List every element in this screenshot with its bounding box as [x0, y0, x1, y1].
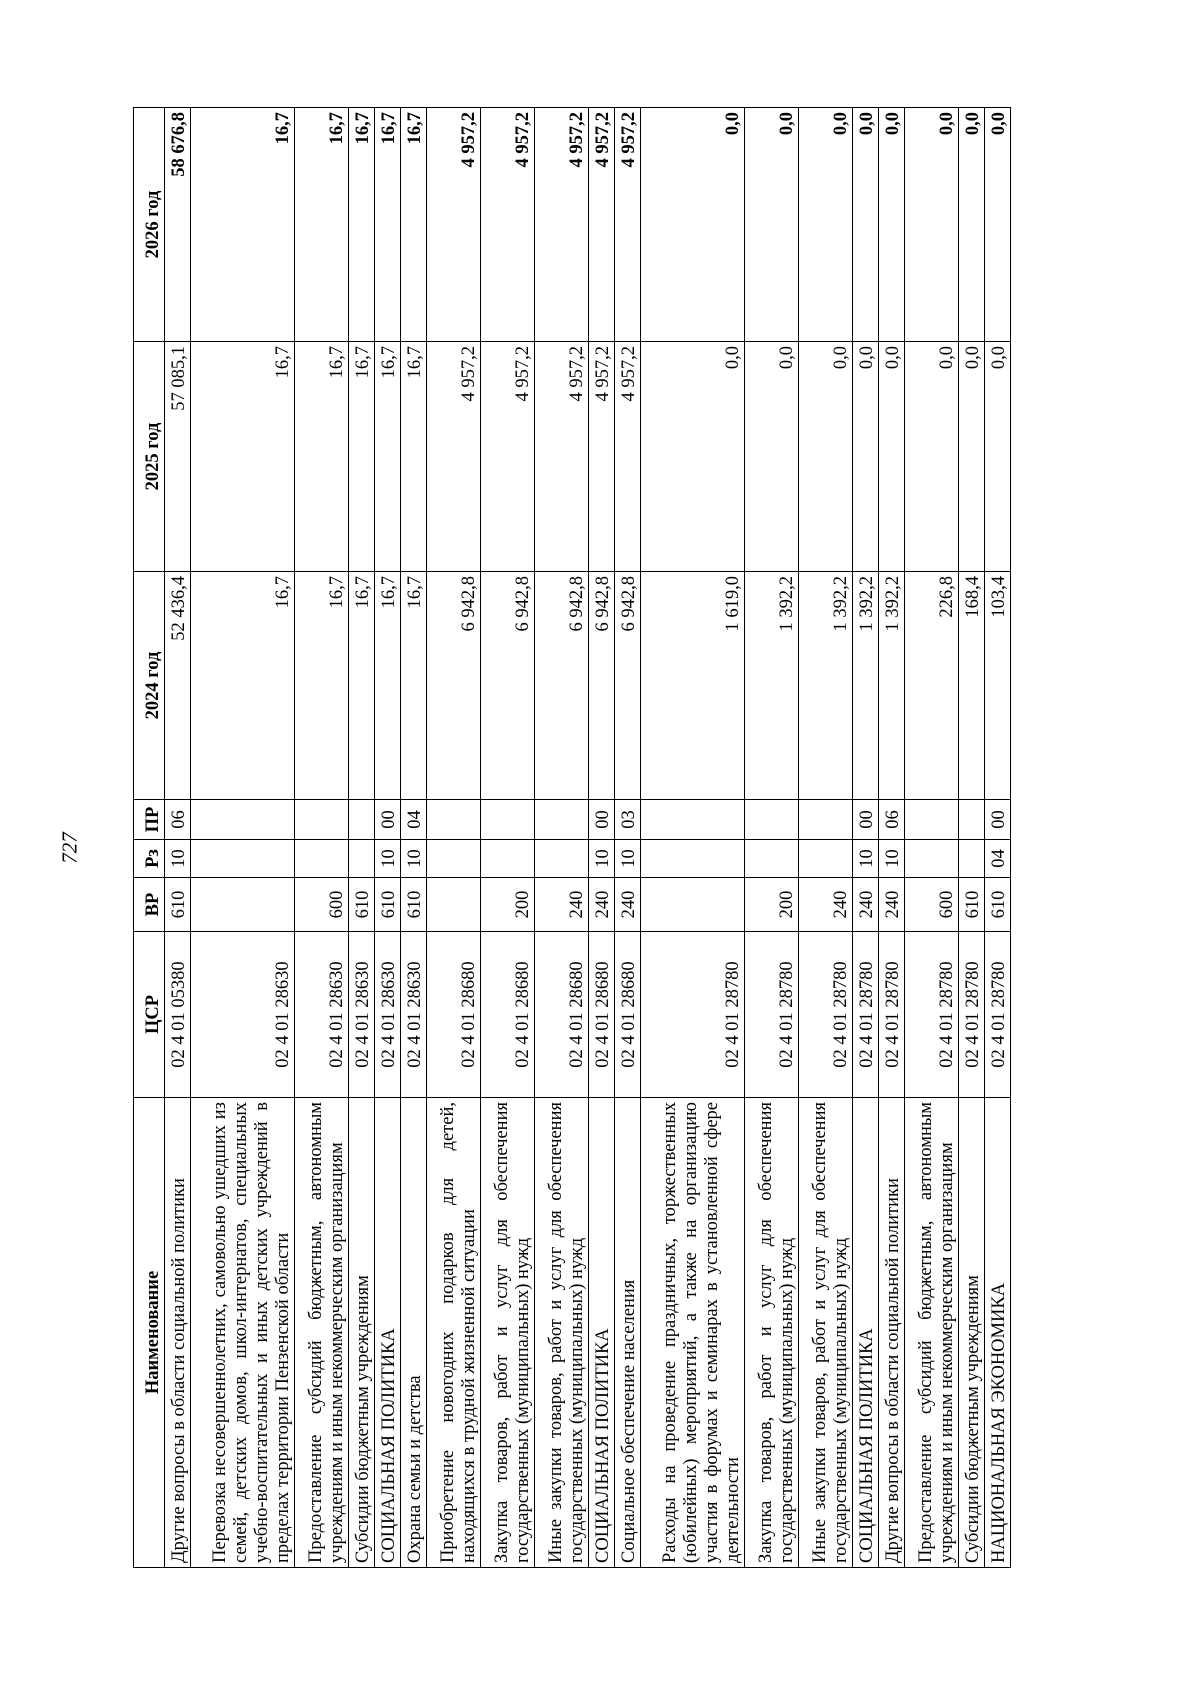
table-row — [589, 108, 615, 1568]
cell-vr: 610 — [985, 878, 1011, 932]
cell-pr — [799, 800, 853, 840]
table-row — [191, 108, 295, 1568]
cell-2025: 0,0 — [985, 342, 1011, 572]
cell-rz — [905, 840, 959, 878]
cell-vr: 240 — [853, 878, 879, 932]
cell-2026: 4 957,2 — [615, 108, 641, 342]
cell-rz: 10 — [879, 840, 905, 878]
cell-vr: 600 — [905, 878, 959, 932]
cell-rz — [349, 840, 375, 878]
cell-csr: 02 4 01 28780 — [745, 932, 799, 1098]
cell-csr: 02 4 01 28780 — [853, 932, 879, 1098]
table-row — [427, 108, 481, 1568]
cell-2024: 226,8 — [905, 572, 959, 800]
cell-rz — [481, 840, 535, 878]
cell-2026: 16,7 — [349, 108, 375, 342]
cell-vr: 610 — [401, 878, 427, 932]
cell-2024: 16,7 — [401, 572, 427, 800]
cell-rz — [535, 840, 589, 878]
table-row — [985, 108, 1011, 1568]
cell-rz — [745, 840, 799, 878]
cell-name: Предоставление субсидий бюджетным, автономным учреждениям и иным некоммерческим организациям — [295, 1098, 349, 1568]
table-row — [959, 108, 985, 1568]
cell-rz: 10 — [375, 840, 401, 878]
cell-2025: 16,7 — [401, 342, 427, 572]
table-row — [905, 108, 959, 1568]
cell-vr: 610 — [959, 878, 985, 932]
cell-pr — [295, 800, 349, 840]
table-row — [481, 108, 535, 1568]
cell-2025: 0,0 — [959, 342, 985, 572]
cell-2024: 1 619,0 — [641, 572, 745, 800]
cell-2024: 103,4 — [985, 572, 1011, 800]
cell-csr: 02 4 01 05380 — [165, 932, 191, 1098]
cell-name: Социальное обеспечение населения — [615, 1098, 641, 1568]
cell-rz — [191, 840, 295, 878]
cell-csr: 02 4 01 28630 — [191, 932, 295, 1098]
cell-vr: 240 — [799, 878, 853, 932]
cell-2025: 16,7 — [191, 342, 295, 572]
cell-2025: 0,0 — [905, 342, 959, 572]
cell-2026: 0,0 — [959, 108, 985, 342]
table-row — [375, 108, 401, 1568]
cell-2026: 4 957,2 — [427, 108, 481, 342]
cell-pr: 00 — [853, 800, 879, 840]
cell-2025: 16,7 — [349, 342, 375, 572]
cell-2024: 6 942,8 — [535, 572, 589, 800]
table-row — [295, 108, 349, 1568]
cell-rz — [427, 840, 481, 878]
cell-2024: 1 392,2 — [799, 572, 853, 800]
cell-vr: 240 — [589, 878, 615, 932]
cell-name: Закупка товаров, работ и услуг для обеспечения государственных (муниципальных) нужд — [745, 1098, 799, 1568]
cell-pr — [481, 800, 535, 840]
cell-pr — [745, 800, 799, 840]
cell-vr: 200 — [745, 878, 799, 932]
cell-2025: 4 957,2 — [481, 342, 535, 572]
table-row — [853, 108, 879, 1568]
table-row — [879, 108, 905, 1568]
cell-vr: 240 — [535, 878, 589, 932]
cell-2026: 16,7 — [401, 108, 427, 342]
cell-pr — [349, 800, 375, 840]
cell-csr: 02 4 01 28630 — [375, 932, 401, 1098]
cell-2024: 6 942,8 — [589, 572, 615, 800]
cell-name: Другие вопросы в области социальной политики — [165, 1098, 191, 1568]
cell-vr: 610 — [375, 878, 401, 932]
cell-pr: 06 — [879, 800, 905, 840]
cell-csr: 02 4 01 28780 — [879, 932, 905, 1098]
cell-csr: 02 4 01 28680 — [535, 932, 589, 1098]
cell-2025: 0,0 — [745, 342, 799, 572]
cell-rz: 10 — [165, 840, 191, 878]
cell-name: СОЦИАЛЬНАЯ ПОЛИТИКА — [375, 1098, 401, 1568]
cell-2026: 0,0 — [641, 108, 745, 342]
cell-name: СОЦИАЛЬНАЯ ПОЛИТИКА — [853, 1098, 879, 1568]
cell-csr: 02 4 01 28780 — [905, 932, 959, 1098]
cell-2026: 4 957,2 — [535, 108, 589, 342]
cell-name: Иные закупки товаров, работ и услуг для обеспечения государственных (муниципальных) нужд — [799, 1098, 853, 1568]
cell-name: Охрана семьи и детства — [401, 1098, 427, 1568]
cell-2025: 0,0 — [879, 342, 905, 572]
cell-2026: 16,7 — [295, 108, 349, 342]
cell-2025: 16,7 — [295, 342, 349, 572]
header-2025: 2025 год — [134, 342, 165, 572]
budget-table — [133, 107, 1011, 1568]
cell-pr: 06 — [165, 800, 191, 840]
cell-2024: 52 436,4 — [165, 572, 191, 800]
table-body — [165, 108, 1011, 1568]
cell-name: Иные закупки товаров, работ и услуг для обеспечения государственных (муниципальных) нужд — [535, 1098, 589, 1568]
cell-name: НАЦИОНАЛЬНАЯ ЭКОНОМИКА — [985, 1098, 1011, 1568]
cell-2024: 6 942,8 — [481, 572, 535, 800]
cell-name: Расходы на проведение праздничных, торжественных (юбилейных) мероприятий, а также на организацию участия в форумах и семинарах в установленной сфере деятельности — [641, 1098, 745, 1568]
cell-name: Приобретение новогодних подарков для детей, находящихся в трудной жизненной ситуации — [427, 1098, 481, 1568]
cell-2024: 1 392,2 — [853, 572, 879, 800]
cell-name: СОЦИАЛЬНАЯ ПОЛИТИКА — [589, 1098, 615, 1568]
cell-pr: 04 — [401, 800, 427, 840]
cell-rz: 10 — [615, 840, 641, 878]
cell-2025: 4 957,2 — [427, 342, 481, 572]
header-pr: ПР — [134, 800, 165, 840]
cell-2026: 4 957,2 — [481, 108, 535, 342]
cell-2026: 4 957,2 — [589, 108, 615, 342]
cell-name: Предоставление субсидий бюджетным, автономным учреждениям и иным некоммерческим организациям — [905, 1098, 959, 1568]
cell-2026: 0,0 — [853, 108, 879, 342]
cell-name: Субсидии бюджетным учреждениям — [349, 1098, 375, 1568]
table-row — [745, 108, 799, 1568]
header-rz: Рз — [134, 840, 165, 878]
cell-csr: 02 4 01 28680 — [615, 932, 641, 1098]
table-row — [165, 108, 191, 1568]
cell-pr — [535, 800, 589, 840]
cell-name: Перевозка несовершеннолетних, самовольно ушедших из семей, детских домов, школ-интернатов, специальных учебно-воспитательных и иных детских учреждений в пределах территории Пензенской области — [191, 1098, 295, 1568]
cell-csr: 02 4 01 28680 — [589, 932, 615, 1098]
cell-2024: 16,7 — [295, 572, 349, 800]
page-number: 727 — [57, 832, 82, 864]
cell-vr — [427, 878, 481, 932]
cell-csr: 02 4 01 28780 — [959, 932, 985, 1098]
cell-2024: 6 942,8 — [615, 572, 641, 800]
cell-2024: 16,7 — [349, 572, 375, 800]
cell-2026: 0,0 — [745, 108, 799, 342]
cell-csr: 02 4 01 28630 — [349, 932, 375, 1098]
header-2024: 2024 год — [134, 572, 165, 800]
cell-rz — [959, 840, 985, 878]
cell-name: Субсидии бюджетным учреждениям — [959, 1098, 985, 1568]
cell-2026: 0,0 — [879, 108, 905, 342]
cell-2024: 6 942,8 — [427, 572, 481, 800]
table-header-row — [134, 108, 165, 1568]
table-row — [615, 108, 641, 1568]
cell-2025: 57 085,1 — [165, 342, 191, 572]
cell-rz: 10 — [589, 840, 615, 878]
cell-pr — [905, 800, 959, 840]
cell-csr: 02 4 01 28680 — [427, 932, 481, 1098]
cell-2026: 16,7 — [191, 108, 295, 342]
cell-csr: 02 4 01 28630 — [401, 932, 427, 1098]
cell-2026: 0,0 — [985, 108, 1011, 342]
header-vr: ВР — [134, 878, 165, 932]
cell-pr — [191, 800, 295, 840]
cell-vr: 610 — [349, 878, 375, 932]
table-row — [401, 108, 427, 1568]
cell-pr: 00 — [985, 800, 1011, 840]
table-row — [799, 108, 853, 1568]
cell-2024: 1 392,2 — [745, 572, 799, 800]
cell-2025: 4 957,2 — [535, 342, 589, 572]
cell-csr: 02 4 01 28780 — [641, 932, 745, 1098]
cell-2026: 16,7 — [375, 108, 401, 342]
cell-name: Закупка товаров, работ и услуг для обеспечения государственных (муниципальных) нужд — [481, 1098, 535, 1568]
cell-csr: 02 4 01 28780 — [985, 932, 1011, 1098]
cell-csr: 02 4 01 28680 — [481, 932, 535, 1098]
cell-csr: 02 4 01 28630 — [295, 932, 349, 1098]
cell-rz: 04 — [985, 840, 1011, 878]
cell-rz — [799, 840, 853, 878]
table-row — [641, 108, 745, 1568]
cell-2024: 168,4 — [959, 572, 985, 800]
cell-2026: 0,0 — [905, 108, 959, 342]
table-row — [349, 108, 375, 1568]
cell-2024: 16,7 — [375, 572, 401, 800]
cell-2024: 16,7 — [191, 572, 295, 800]
cell-vr: 240 — [615, 878, 641, 932]
cell-pr: 03 — [615, 800, 641, 840]
table-row — [535, 108, 589, 1568]
cell-2026: 0,0 — [799, 108, 853, 342]
cell-rz: 10 — [853, 840, 879, 878]
cell-vr: 200 — [481, 878, 535, 932]
cell-vr: 600 — [295, 878, 349, 932]
cell-2025: 0,0 — [641, 342, 745, 572]
cell-vr: 610 — [165, 878, 191, 932]
cell-2026: 58 676,8 — [165, 108, 191, 342]
cell-rz: 10 — [401, 840, 427, 878]
cell-name: Другие вопросы в области социальной политики — [879, 1098, 905, 1568]
cell-2025: 16,7 — [375, 342, 401, 572]
cell-2024: 1 392,2 — [879, 572, 905, 800]
cell-2025: 4 957,2 — [589, 342, 615, 572]
cell-pr — [641, 800, 745, 840]
cell-pr: 00 — [375, 800, 401, 840]
cell-rz — [641, 840, 745, 878]
cell-2025: 0,0 — [799, 342, 853, 572]
cell-pr: 00 — [589, 800, 615, 840]
cell-pr — [427, 800, 481, 840]
cell-vr — [191, 878, 295, 932]
cell-csr: 02 4 01 28780 — [799, 932, 853, 1098]
header-name: Наименование — [134, 1098, 165, 1568]
cell-2025: 4 957,2 — [615, 342, 641, 572]
cell-2025: 0,0 — [853, 342, 879, 572]
cell-rz — [295, 840, 349, 878]
header-csr: ЦСР — [134, 932, 165, 1098]
cell-vr — [641, 878, 745, 932]
header-2026: 2026 год — [134, 108, 165, 342]
cell-vr: 240 — [879, 878, 905, 932]
rotated-table-container — [133, 108, 1011, 1568]
cell-pr — [959, 800, 985, 840]
